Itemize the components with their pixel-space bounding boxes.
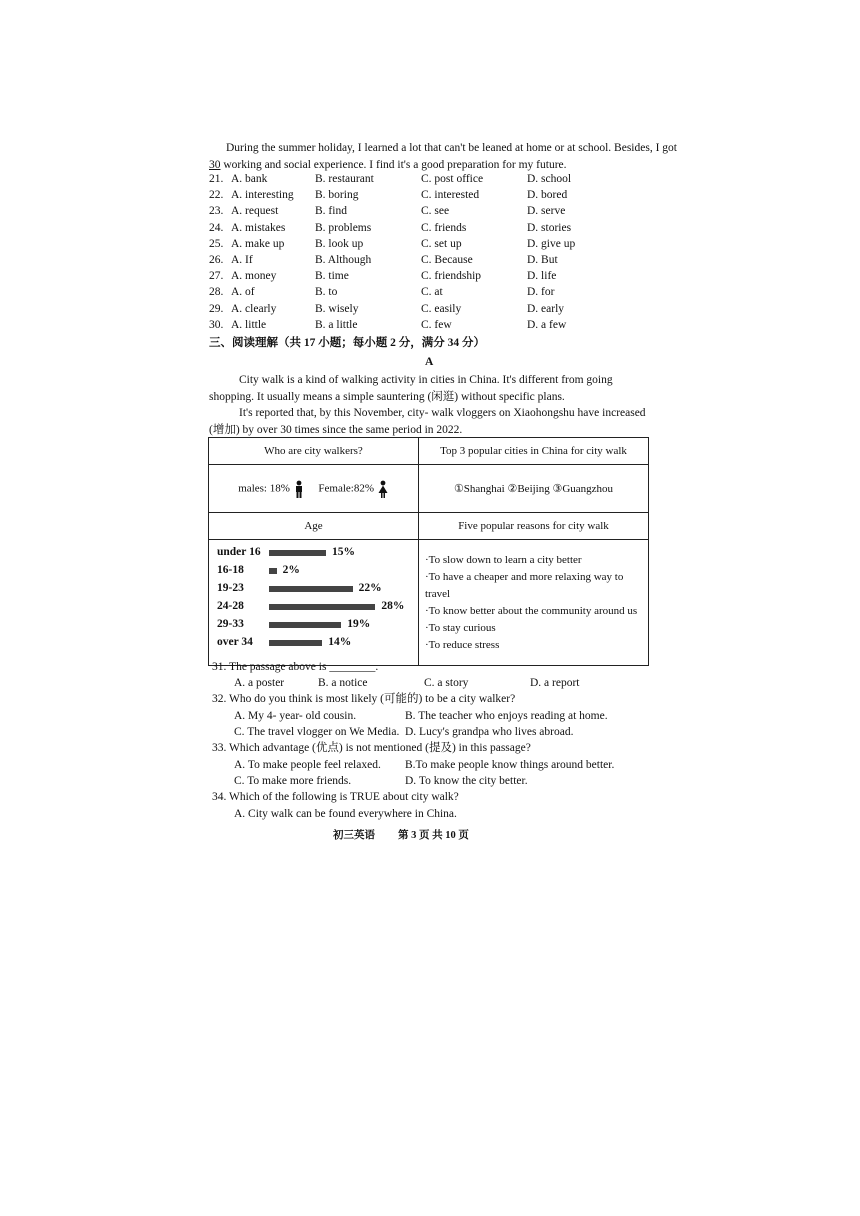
city-walk-table (208, 437, 649, 666)
intro-line-1: During the summer holiday, I learned a lot that can't be leaned at home or at school. Besides, I got (226, 142, 677, 154)
gender-cell (209, 465, 419, 513)
option-a: A. make up (231, 237, 285, 250)
option-d: D. early (527, 302, 565, 315)
question-31-stem: 31. The passage above is ________. (212, 661, 379, 673)
question-33-stem: 33. Which advantage (优点) is not mentioned (提及) in this passage? (212, 742, 531, 754)
option-c: C. post office (421, 173, 484, 185)
q34-option-a: A. City walk can be found everywhere in China. (234, 808, 457, 820)
section-heading: 三、阅读理解（共 17 小题；每小题 2 分，满分 34 分） (209, 337, 485, 349)
age-category-label: 16-18 (217, 564, 244, 576)
intro-line-2-text: working and social experience. I find it's a good preparation for my future. (220, 159, 567, 171)
age-chart-cell (209, 540, 419, 666)
option-a: A. little (231, 318, 267, 331)
intro-line-2 (209, 157, 567, 173)
age-category-label: under 16 (217, 546, 261, 558)
reason-item: ·To stay curious (425, 621, 496, 634)
reason-item: ·To reduce stress (425, 638, 500, 651)
option-c: C. at (421, 286, 443, 299)
reasons-cell (419, 540, 649, 666)
passage-letter: A (425, 356, 434, 368)
option-b: B. wisely (315, 302, 359, 315)
option-b: B. Although (315, 254, 372, 266)
option-d: D. serve (527, 205, 566, 218)
age-category-label: 19-23 (217, 582, 244, 594)
option-b: B. find (315, 205, 347, 218)
option-a: A. of (231, 286, 255, 299)
cloze-option-row (209, 254, 669, 270)
age-percent-label: 2% (282, 564, 300, 576)
option-b: B. look up (315, 237, 364, 250)
option-a: A. mistakes (231, 221, 286, 234)
option-b: B. boring (315, 189, 359, 202)
female-stat: Female:82% (318, 482, 374, 495)
age-bar (269, 568, 277, 574)
question-number: 22. (209, 189, 224, 202)
males-stat: males: 18% (238, 482, 290, 495)
cloze-option-row (209, 189, 669, 205)
option-a: A. bank (231, 173, 268, 185)
reasons-header: Five popular reasons for city walk (419, 513, 649, 540)
cloze-option-row (209, 222, 669, 238)
age-percent-label: 22% (358, 582, 382, 594)
option-c: C. friendship (421, 270, 482, 283)
option-d: D. give up (527, 237, 576, 250)
female-figure-icon (377, 480, 389, 498)
top-cities-header: Top 3 popular cities in China for city walk (419, 438, 649, 465)
cloze-option-row (209, 173, 669, 189)
option-d: D. life (527, 270, 557, 283)
q33-option-c: C. To make more friends. (234, 775, 352, 787)
cloze-option-row (209, 319, 669, 335)
age-bar (269, 604, 375, 610)
option-b: B. time (315, 270, 349, 283)
footer-subject: 初三英语 (333, 830, 375, 841)
age-bar-row (217, 600, 412, 614)
q32-option-c: C. The travel vlogger on We Media. (234, 726, 400, 738)
option-b: B. problems (315, 221, 372, 234)
question-32-stem: 32. Who do you think is most likely (可能的) to be a city walker? (212, 693, 516, 705)
option-c: C. few (421, 318, 452, 331)
reason-item: ·To know better about the community around us (425, 604, 638, 617)
age-bar (269, 622, 341, 628)
option-a: A. money (231, 270, 277, 283)
age-percent-label: 14% (328, 636, 352, 648)
option-c: C. interested (421, 189, 480, 202)
age-bar (269, 640, 322, 646)
question-number: 28. (209, 286, 224, 299)
age-header: Age (209, 513, 419, 540)
option-b: B. a little (315, 318, 358, 331)
q33-option-a: A. To make people feel relaxed. (234, 759, 381, 771)
q32-option-b: B. The teacher who enjoys reading at home. (405, 710, 608, 722)
who-header: Who are city walkers? (209, 438, 419, 465)
option-d: D. school (527, 173, 572, 185)
cloze-option-row (209, 286, 669, 302)
cloze-option-row (209, 205, 669, 221)
option-c: C. set up (421, 237, 462, 250)
option-c: C. easily (421, 302, 462, 315)
q33-option-d: D. To know the city better. (405, 775, 528, 787)
age-percent-label: 28% (381, 600, 405, 612)
option-c: C. see (421, 205, 450, 218)
age-category-label: over 34 (217, 636, 253, 648)
footer-page-number: 第 3 页 共 10 页 (398, 830, 469, 841)
option-a: A. interesting (231, 189, 294, 202)
passage-paragraph-2: It's reported that, by this November, city- walk vloggers on Xiaohongshu have increased (增加) by over 30 times since the same period in 2022. (209, 407, 646, 436)
blank-30: 30 (209, 159, 221, 171)
age-bar-row (217, 564, 412, 578)
age-category-label: 24-28 (217, 600, 244, 612)
age-bar-row (217, 546, 412, 560)
passage-paragraph-1: City walk is a kind of walking activity in cities in China. It's different from going shopping. It usually means a simple sauntering (闲逛) without specific plans. (209, 374, 613, 403)
male-figure-icon (293, 480, 305, 498)
age-bar-row (217, 636, 412, 650)
option-c: C. Because (421, 254, 473, 266)
question-34-stem: 34. Which of the following is TRUE about city walk? (212, 791, 459, 803)
option-d: D. a few (527, 318, 567, 331)
q32-option-d: D. Lucy's grandpa who lives abroad. (405, 726, 574, 738)
option-a: A. If (231, 254, 253, 266)
option-b: B. to (315, 286, 338, 299)
question-number: 24. (209, 221, 224, 234)
age-bar-row (217, 582, 412, 596)
q31-option-b: B. a notice (318, 677, 368, 689)
question-number: 26. (209, 254, 224, 266)
q33-option-b: B.To make people know things around better. (405, 759, 615, 771)
question-number: 25. (209, 237, 224, 250)
reason-item: ·To have a cheaper and more relaxing way to travel (425, 570, 624, 600)
option-a: A. clearly (231, 302, 277, 315)
cloze-option-row (209, 270, 669, 286)
q31-option-c: C. a story (424, 677, 469, 689)
age-bar (269, 550, 326, 556)
question-number: 23. (209, 205, 224, 218)
option-d: D. bored (527, 189, 568, 202)
q31-option-d: D. a report (530, 677, 580, 689)
age-bar (269, 586, 353, 592)
option-b: B. restaurant (315, 173, 374, 185)
question-number: 27. (209, 270, 224, 283)
age-category-label: 29-33 (217, 618, 244, 630)
age-bar-row (217, 618, 412, 632)
question-number: 29. (209, 302, 224, 315)
q32-option-a: A. My 4- year- old cousin. (234, 710, 357, 722)
question-number: 21. (209, 173, 224, 185)
option-d: D. stories (527, 221, 572, 234)
cloze-option-row (209, 238, 669, 254)
q31-option-a: A. a poster (234, 677, 285, 689)
age-bar-chart (209, 540, 409, 665)
reason-item: ·To slow down to learn a city better (425, 553, 582, 566)
option-a: A. request (231, 205, 279, 218)
age-percent-label: 15% (332, 546, 355, 558)
option-c: C. friends (421, 221, 467, 234)
option-d: D. for (527, 286, 555, 299)
cloze-option-row (209, 303, 669, 319)
top-cities-cell: ①Shanghai ②Beijing ③Guangzhou (419, 465, 649, 513)
option-d: D. But (527, 254, 558, 266)
question-number: 30. (209, 318, 224, 331)
age-percent-label: 19% (347, 618, 371, 630)
